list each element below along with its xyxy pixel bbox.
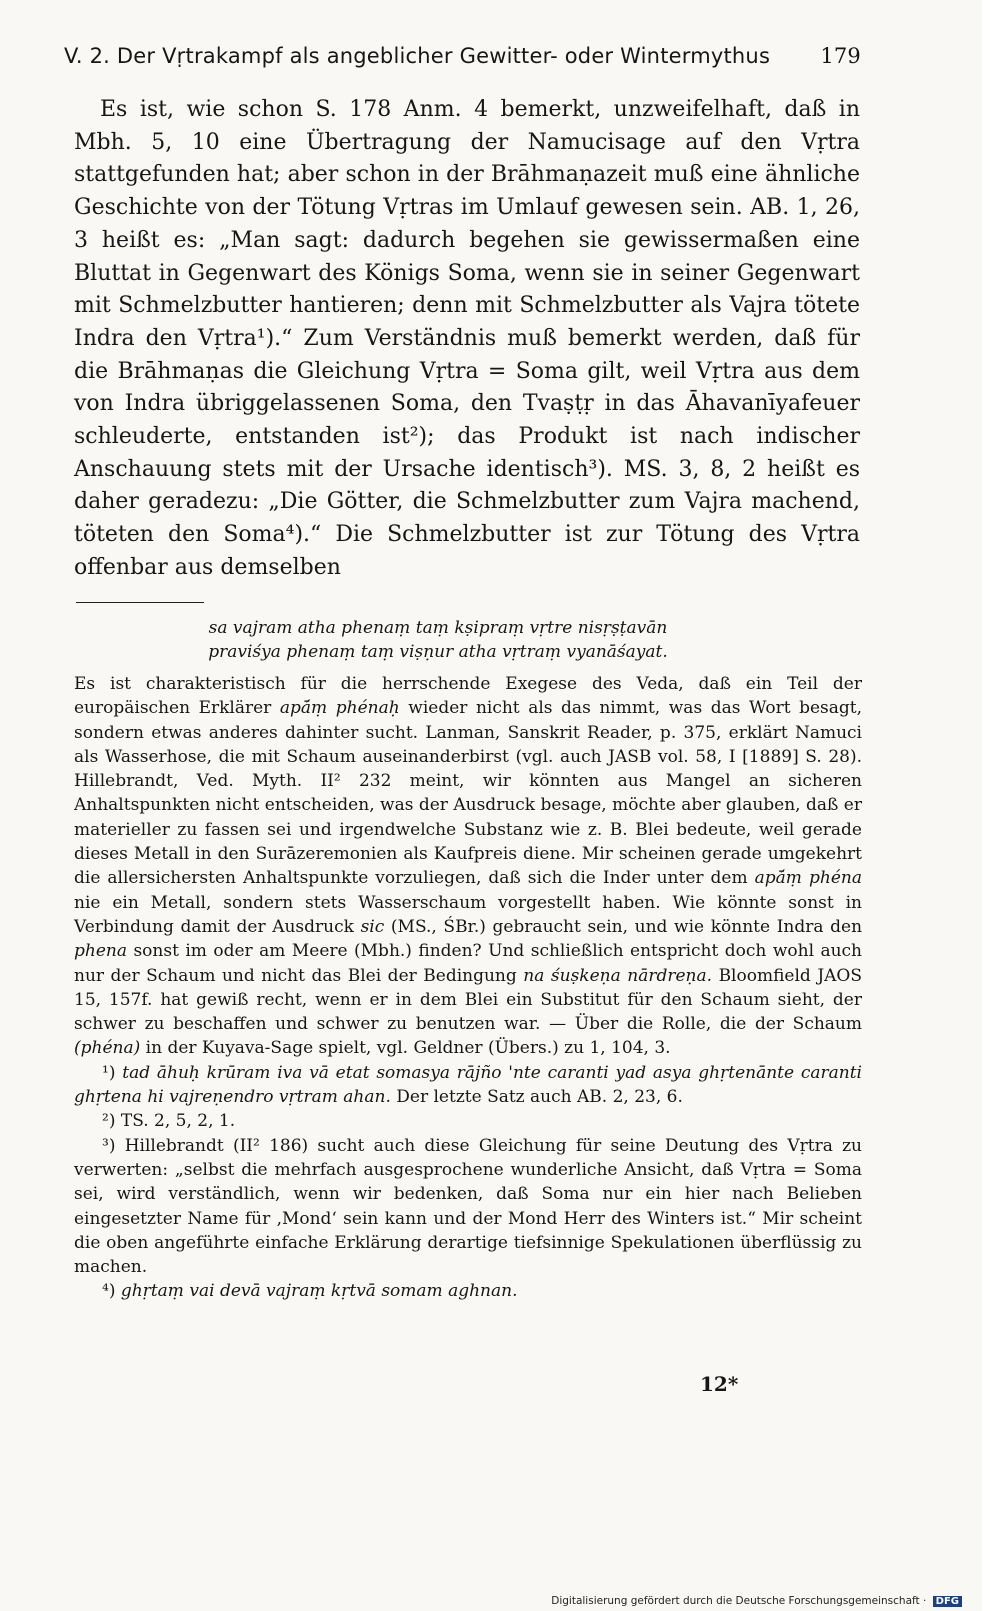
term: sic (360, 916, 385, 937)
verse-line-1: sa vajram atha phenaṃ taṃ kṣipraṃ vṛtre nisṛṣṭavān (208, 618, 668, 638)
footnote-marker: ³) (102, 1135, 116, 1156)
body-paragraph: Es ist, wie schon S. 178 Anm. 4 bemerkt, unzweifelhaft, daß in Mbh. 5, 10 eine Übertragung der Namucisage auf den Vṛtra stattgefunden hat; aber schon in der Brāhmaṇazeit muß eine ähnliche Geschichte von der Tötung Vṛtras im Umlauf gewesen sein. AB. 1, 26, 3 heißt es: „Man sagt: dadurch begehen sie gewissermaßen eine Bluttat in Gegenwart des Königs Soma, wenn sie in seiner Gegenwart mit Schmelzbutter hantieren; denn mit Schmelzbutter als Vajra tötete Indra den Vṛtra¹).“ Zum Verständnis muß bemerkt werden, daß für die Brāhmaṇas die Gleichung Vṛtra = Soma gilt, weil Vṛtra aus dem von Indra übriggelassenen Soma, den Tvaṣṭṛ in das Āhavanīyafeuer schleuderte, entstanden ist²); das Produkt ist nach indischer Anschauung stets mit der Ursache identisch³). MS. 3, 8, 2 heißt es daher geradezu: „Die Götter, die Schmelzbutter zum Vajra machend, töteten den Soma⁴).“ Die Schmelzbutter ist zur Tötung des Vṛtra offenbar aus demselben (74, 97, 860, 580)
verse-line-2: praviśya phenaṃ taṃ viṣṇur atha vṛtraṃ vyanāśayat. (208, 642, 668, 662)
term: apā́ṃ phénaḥ (279, 698, 400, 719)
term: apā́ṃ phéna (754, 868, 862, 889)
dfg-logo-icon: DFG (933, 1596, 962, 1607)
footnote-quote: ghṛtaṃ vai devā vajraṃ kṛtvā somam aghnan. (120, 1281, 518, 1302)
footnote-3: ³) Hillebrandt (II² 186) sucht auch diese Gleichung für seine Deutung des Vṛtra zu verwerten: „selbst die mehrfach ausgesprochene wunderliche Ansicht, daß Vṛtra = Soma sei, wird verständlich, wenn wir bedenken, daß Soma nur ein hier nach Belieben eingesetzter Name für ‚Mond‘ sein kann und der Mond Herr des Winters ist.“ Mir scheint die oben angeführte einfache Erklärung derartige tiefsinnige Spekulationen überflüssig zu machen. (74, 1135, 862, 1278)
footnote-2: ²) TS. 2, 5, 2, 1. (102, 1111, 236, 1132)
footnote-marker: ¹) (102, 1062, 116, 1083)
signature-mark: 12* (700, 1372, 739, 1396)
term: phena (74, 941, 127, 962)
digitization-credit: Digitalisierung gefördert durch die Deutsche Forschungsgemeinschaft · DFG (551, 1595, 962, 1607)
main-text (74, 94, 860, 585)
credit-text: Digitalisierung gefördert durch die Deutsche Forschungsgemeinschaft (551, 1595, 920, 1607)
footnote-marker: ²) (102, 1111, 116, 1132)
term: na śuṣkeṇa nārdreṇa. (523, 965, 713, 986)
footnote-verse (74, 616, 862, 664)
footnote-4 (74, 1279, 862, 1303)
term: (phéna) (74, 1038, 141, 1059)
running-head (64, 41, 861, 71)
footnote-rule (76, 602, 204, 603)
running-head-title: V. 2. Der Vṛtrakampf als angeblicher Gewitter- oder Wintermythus (64, 44, 771, 68)
footnote-marker: ⁴) (102, 1281, 116, 1302)
page-number: 179 (820, 44, 861, 68)
footnote-1: ¹) tad āhuḥ krūram iva vā etat somasya rājño 'nte caranti yad asya ghṛtenānte caranti ghṛtena hi vajreṇendro vṛtram ahan. Der letzte Satz auch AB. 2, 23, 6. (74, 1062, 862, 1108)
footnote-continuation: Es ist charakteristisch für die herrschende Exegese des Veda, daß ein Teil der europäischen Erklärer apā́ṃ phénaḥ wieder nicht als das nimmt, was das Wort besagt, sondern etwas anderes dahinter sucht. Lanman, Sanskrit Reader, p. 375, erklärt Namuci als Wasserhose, die mit Schaum auseinanderbirst (vgl. auch JASB vol. 58, I [1889] S. 28). Hillebrandt, Ved. Myth. II² 232 meint, wir könnten aus Mangel an sicheren Anhaltspunkten nicht entscheiden, was der Ausdruck besage, möchte aber glauben, daß er materieller zu fassen sei und irgendwelche Substanz wie z. B. Blei bedeute, weil gerade dieses Metall in den Surāzeremonien als Kaufpreis diene. Mir scheinen gerade umgekehrt die allersichersten Anhaltspunkte vorzuliegen, daß sich die Inder unter dem apā́ṃ phéna nie ein Metall, sondern stets Wasserschaum vorgestellt haben. Wie könnte sonst in Verbindung damit der Ausdruck sic (MS., ŚBr.) gebraucht sein, und wie könnte Indra den phena sonst im oder am Meere (Mbh.) finden? Und schließlich entspricht doch wohl auch nur der Schaum und nicht das Blei der Bedingung na śuṣkeṇa nārdreṇa. Bloomfield JAOS 15, 157f. hat gewiß recht, wenn er in dem Blei ein Substitut für den Schaum sieht, der schwer zu beschaffen und schwer zu benutzen war. — Über die Rolle, die der Schaum (phéna) in der Kuyava-Sage spielt, vgl. Geldner (Übers.) zu 1, 104, 3. (74, 674, 863, 1059)
footnotes (74, 616, 862, 1304)
footnote-quote: tad āhuḥ krūram iva vā etat somasya rājño 'nte caranti yad asya ghṛtenānte caranti ghṛtena hi vajreṇendro vṛtram ahan. (74, 1062, 862, 1108)
